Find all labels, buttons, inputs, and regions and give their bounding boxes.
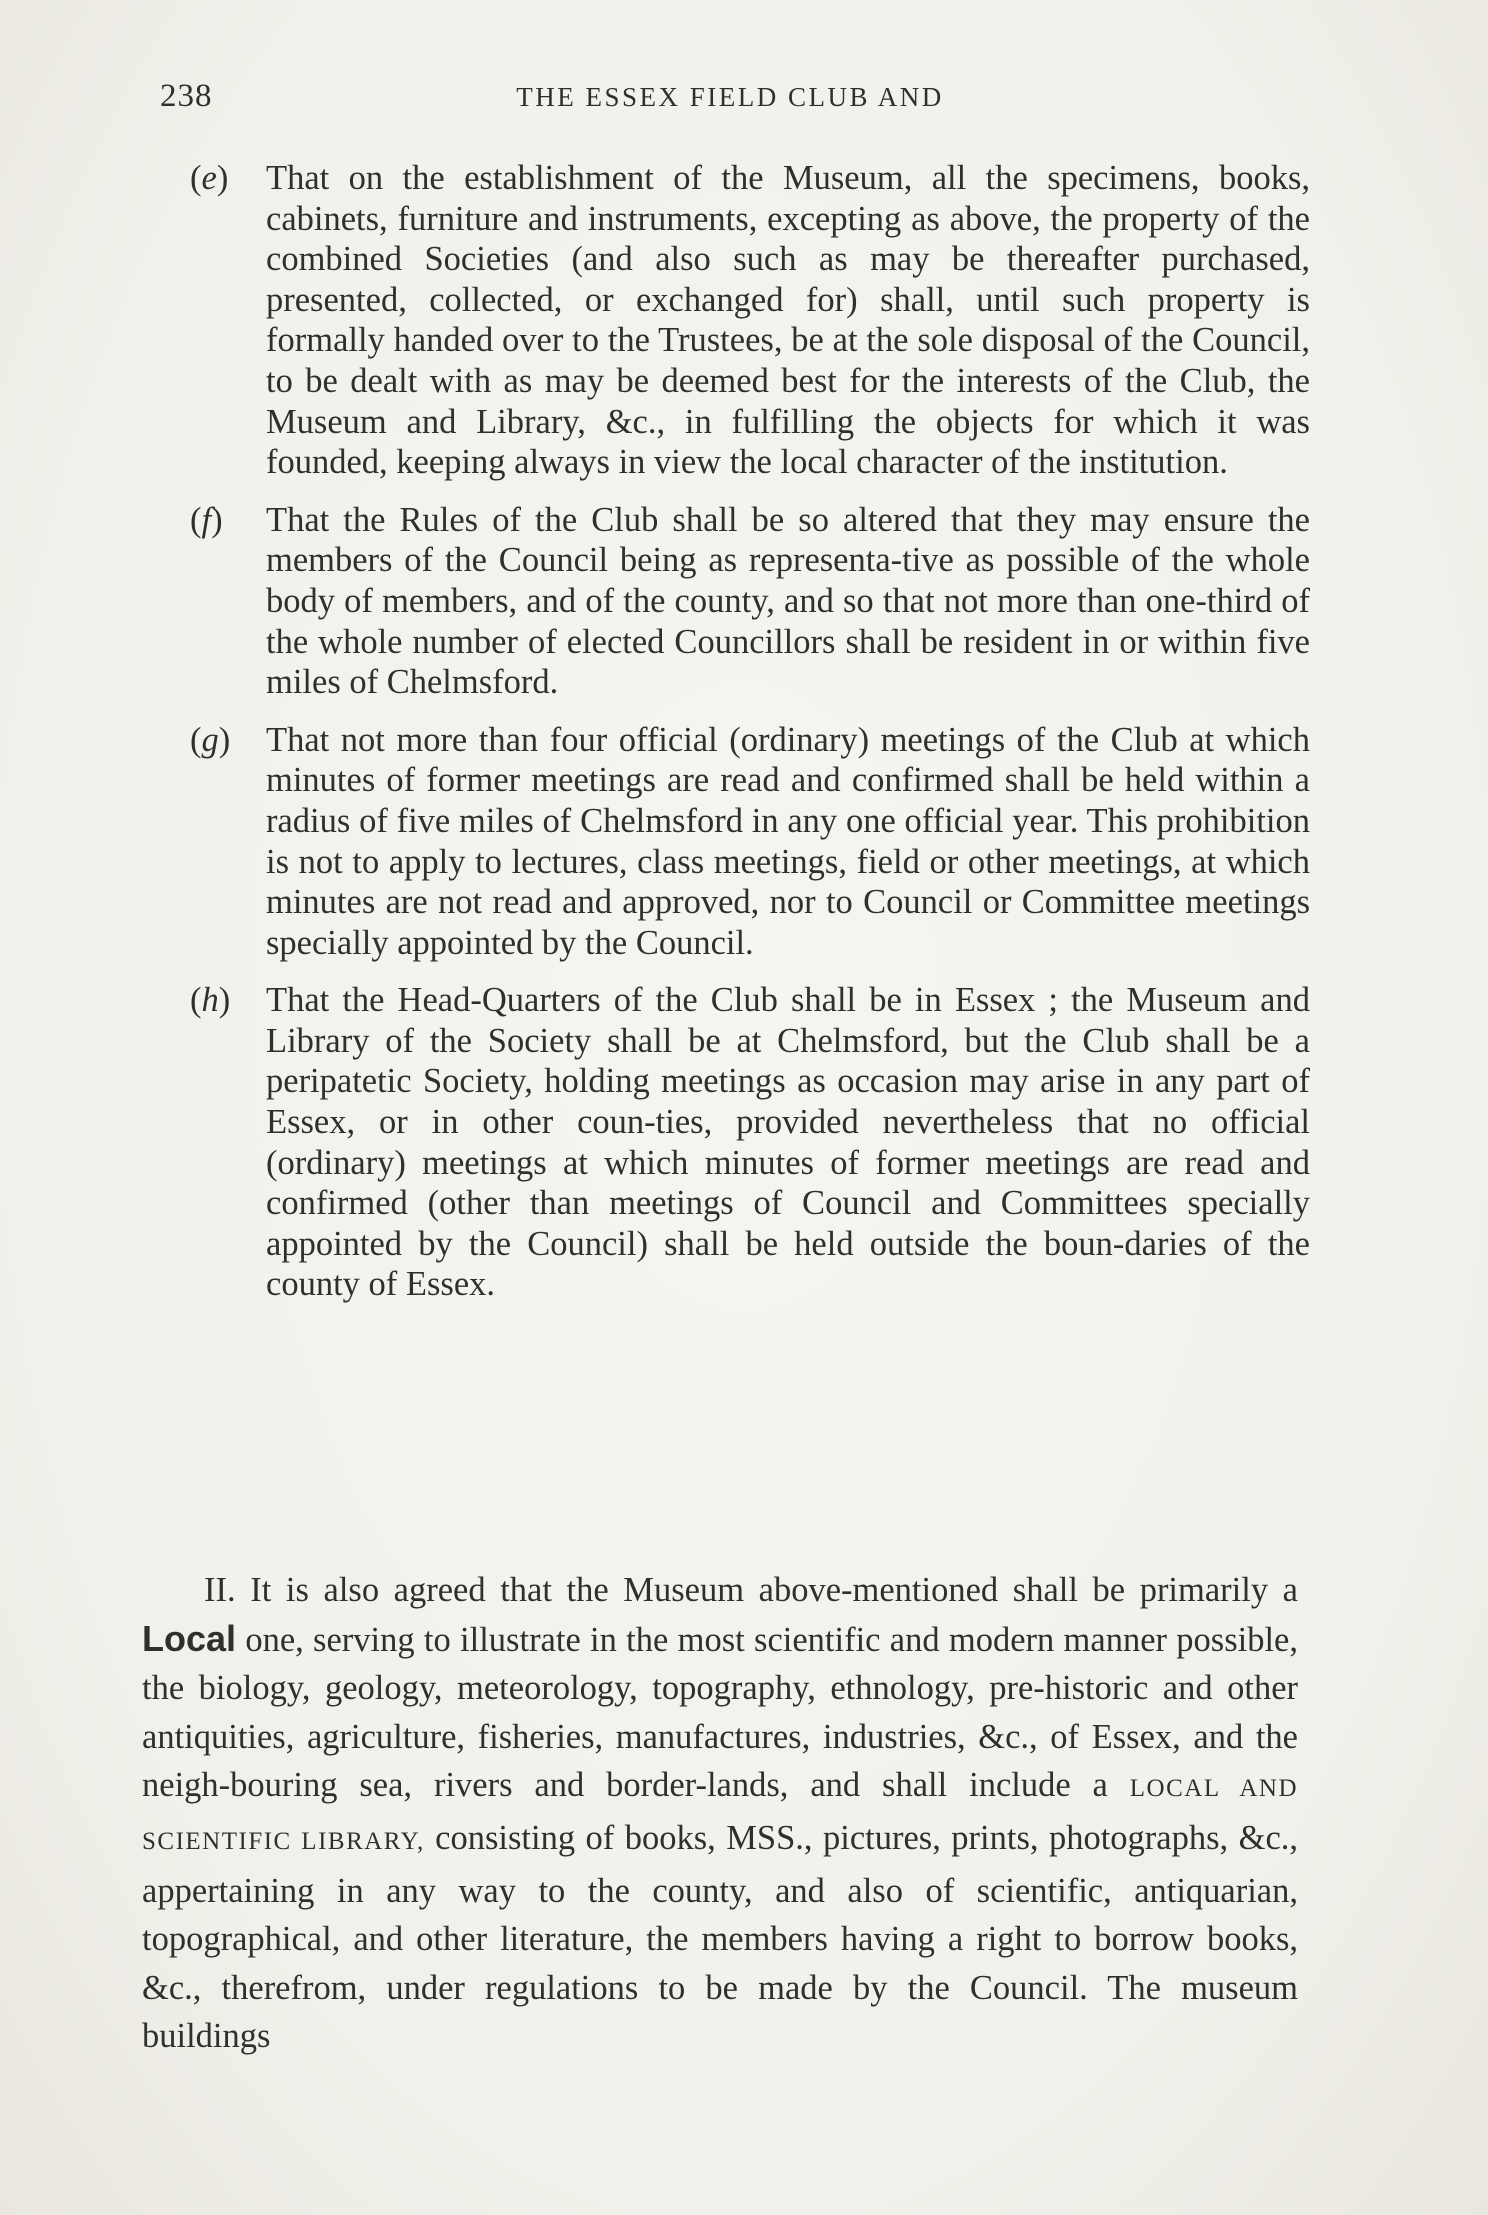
- item-text: That on the establishment of the Museum, all the specimens, books, cabinets, furniture and instruments, excepting as above, the property of the combined Societies (and also such as may be thereafter purchased, presented, collected, or exchanged for) shall, until such property is formally handed over to the Trustees, be at the sole disposal of the Council, to be dealt with as may be deemed best for the interests of the Club, the Museum and Library, &c., in fulfilling the objects for which it was founded, keeping always in view the local character of the institution.: [266, 159, 1310, 482]
- resolution-item-e: [190, 158, 1310, 483]
- resolution-item-g: [190, 720, 1310, 964]
- item-marker: (h): [190, 981, 231, 1020]
- resolution-item-h: [190, 980, 1310, 1305]
- local-emphasis: Local: [142, 1617, 237, 1659]
- item-marker: (e): [190, 159, 229, 197]
- item-text: That the Rules of the Club shall be so altered that they may ensure the members of the Council being as representa-tive as possible of the whole body of members, and of the county, and so that not more than one-third of the whole number of elected Councillors shall be resident in or within five miles of Chelmsford.: [266, 500, 1310, 702]
- section-ii-paragraph: [142, 1566, 1298, 2061]
- item-marker: (g): [190, 720, 231, 759]
- resolution-item-f: [190, 500, 1310, 703]
- item-text: That the Head-Quarters of the Club shall be in Essex ; the Museum and Library of the Society shall be at Chelmsford, but the Club shall be a peripatetic Society, holding meetings as occasion may arise in any part of Essex, or in other coun-ties, provided nevertheless that no official (ordinary) meetings at which minutes of former meetings are read and confirmed (other than meetings of Council and Committees specially appointed by the Council) shall be held outside the boun-daries of the county of Essex.: [266, 981, 1310, 1304]
- item-text: That not more than four official (ordinary) meetings of the Club at which minutes of former meetings are read and confirmed shall be held within a radius of five miles of Chelmsford in any one official year. This prohibition is not to apply to lectures, class meetings, field or other meetings, at which minutes are not read and approved, nor to Council or Committee meetings specially appointed by the Council.: [266, 720, 1310, 962]
- page-header: [160, 78, 1300, 118]
- running-head: THE ESSEX FIELD CLUB AND: [516, 82, 944, 112]
- library-small-caps: LOCAL AND SCIENTIFIC LIBRARY,: [142, 1775, 1298, 1855]
- section-ii-middle: one, serving to illustrate in the most scientific and modern manner possible, the biology, geology, meteorology, topography, ethnology, pre-historic and other antiquities, agriculture, fisheries, manufactures, industries, &c., of Essex, and the neigh-bouring sea, rivers and border-lands, and shall include a: [142, 1620, 1298, 1805]
- section-ii-lead: II. It is also agreed that the Museum above-mentioned shall be primarily a: [204, 1571, 1298, 1609]
- resolution-list: [190, 158, 1310, 1322]
- item-marker: (f): [190, 500, 223, 539]
- page-number: 238: [160, 78, 213, 114]
- section-ii-tail: consisting of books, MSS., pictures, prints, photographs, &c., appertaining in any way to the county, and also of scientific, antiquarian, topographical, and other literature, the members having a right to borrow books, &c., therefrom, under regulations to be made by the Council. The museum buildings: [142, 1818, 1299, 2056]
